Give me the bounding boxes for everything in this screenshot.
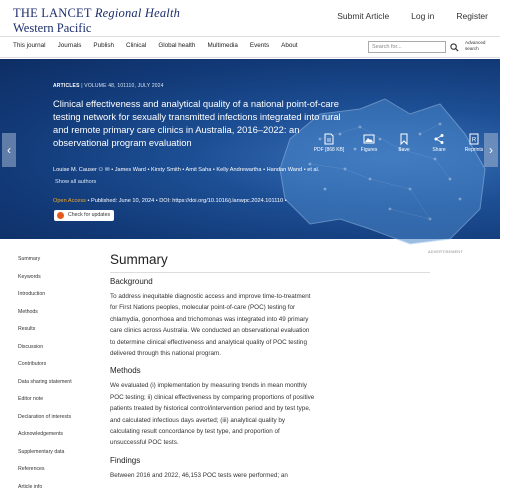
nav-clinical[interactable]: Clinical (126, 42, 146, 49)
nav-global-health[interactable]: Global health (158, 42, 195, 49)
svg-text:©: © (507, 136, 512, 143)
article-title: Clinical effectiveness and analytical quality of a national point-of-care testing network for sexually transmitted infections integrated into rural and remote primary care clinics in Australia, 2016–2022: an observational program evaluation (53, 97, 343, 149)
nav-multimedia[interactable]: Multimedia (207, 42, 237, 49)
save-icon (398, 133, 410, 145)
article-meta: ARTICLES | VOLUME 48, 101110, JULY 2024 (53, 83, 164, 89)
outline-methods[interactable]: Methods (18, 309, 98, 327)
outline-acknowledgements[interactable]: Acknowledgements (18, 431, 98, 449)
carousel-next-arrow[interactable] (484, 133, 498, 167)
summary-heading: Summary (110, 252, 430, 267)
advertisement-label: ADVERTISEMENT (428, 250, 463, 254)
advanced-search-line2: search (465, 46, 485, 52)
request-label: Request (500, 147, 519, 153)
advanced-search-line1: Advanced (465, 40, 485, 46)
methods-heading: Methods (110, 366, 430, 375)
reprints-icon (468, 133, 480, 145)
findings-text: Between 2016 and 2022, 46,153 POC tests were performed; an (110, 470, 315, 481)
article-outline-sidebar (18, 256, 98, 501)
outline-editor-note[interactable]: Editor note (18, 396, 98, 414)
outline-article-info[interactable]: Article info (18, 484, 98, 501)
reprints-button[interactable] (462, 133, 486, 153)
pdf-icon (323, 133, 335, 145)
advanced-search-link[interactable] (465, 40, 485, 52)
article-volume[interactable]: VOLUME 48, 101110, JULY 2024 (84, 83, 163, 89)
svg-text:R: R (472, 138, 477, 144)
article-summary (110, 252, 430, 481)
nav-about[interactable]: About (281, 42, 297, 49)
outline-introduction[interactable]: Introduction (18, 291, 98, 309)
register-link[interactable]: Register (456, 11, 488, 21)
figures-icon (363, 133, 375, 145)
site-header (0, 0, 500, 36)
lancet-logo[interactable] (13, 6, 180, 36)
share-button[interactable] (427, 133, 451, 153)
share-icon (433, 133, 445, 145)
publication-line (53, 198, 287, 204)
nav-journals[interactable]: Journals (58, 42, 82, 49)
share-label: Share (432, 147, 445, 153)
outline-summary[interactable]: Summary (18, 256, 98, 274)
nav-events[interactable]: Events (250, 42, 269, 49)
save-label: Save (398, 147, 409, 153)
crossmark-icon (57, 212, 64, 219)
background-heading: Background (110, 277, 430, 286)
figures-button[interactable] (357, 133, 381, 153)
save-button[interactable] (392, 133, 416, 153)
logo-text-regional: Regional Health (95, 6, 180, 20)
pdf-button[interactable] (312, 133, 346, 153)
author-list[interactable]: Louise M. Causer ⚇ ✉ • James Ward • Kirsty Smith • Amit Saha • Kelly Andrewartha • Handan Wand • et al. (53, 167, 319, 173)
outline-results[interactable]: Results (18, 326, 98, 344)
open-access-badge: Open Access (53, 198, 86, 204)
nav-publish[interactable]: Publish (93, 42, 114, 49)
chevron-left-icon: ‹ (7, 143, 11, 157)
chevron-right-icon: › (489, 143, 493, 157)
article-hero (0, 59, 500, 239)
outline-references[interactable]: References (18, 466, 98, 484)
outline-supplementary[interactable]: Supplementary data (18, 449, 98, 467)
article-type: ARTICLES (53, 83, 80, 89)
show-all-authors-link[interactable]: Show all authors (55, 179, 96, 185)
login-link[interactable]: Log in (411, 11, 434, 21)
outline-declaration[interactable]: Declaration of interests (18, 414, 98, 432)
logo-text-region: Western Pacific (13, 21, 180, 36)
main-nav (0, 36, 500, 58)
check-for-updates-button[interactable] (54, 210, 114, 221)
search-icon (450, 43, 459, 52)
pdf-label: PDF [868 KB] (314, 147, 345, 153)
background-text: To address inequitable diagnostic access and improve time-to-treatment for First Nations peoples, molecular point-of-care (POC) testing for chlamydia, gonorrhoea and trichomonas was integrated into 49 primary care clinics across Australia. We conducted an observational evaluation to determine clinical effectiveness and analytical quality of POC testing delivered through this national program. (110, 291, 315, 359)
search-input[interactable]: Search for... (368, 41, 446, 53)
carousel-prev-arrow[interactable] (2, 133, 16, 167)
published-doi[interactable]: • Published: June 10, 2024 • DOI: https://doi.org/10.1016/j.lanwpc.2024.101110 • (88, 198, 287, 204)
figures-label: Figures (361, 147, 378, 153)
methods-text: We evaluated (i) implementation by measuring trends in mean monthly POC testing; ii) clinical effectiveness by comparing proportions of positive patients treated by historical control/intervention period and by test type, and calculated infectious days averted; (iii) analytical quality by calculating result concordance by test type, and proportion of unsuccessful POC tests. (110, 380, 315, 448)
outline-discussion[interactable]: Discussion (18, 344, 98, 362)
reprints-label: Reprints (465, 147, 484, 153)
check-for-updates-label: Check for updates (68, 212, 110, 218)
findings-heading: Findings (110, 456, 430, 465)
outline-contributors[interactable]: Contributors (18, 361, 98, 379)
outline-keywords[interactable]: Keywords (18, 274, 98, 292)
outline-data-sharing[interactable]: Data sharing statement (18, 379, 98, 397)
logo-text-lancet: THE LANCET (13, 6, 92, 20)
submit-article-link[interactable]: Submit Article (337, 11, 389, 21)
request-button[interactable] (497, 133, 521, 153)
search-button[interactable] (447, 40, 461, 54)
request-icon (503, 133, 515, 145)
nav-this-journal[interactable]: This journal (13, 42, 46, 49)
